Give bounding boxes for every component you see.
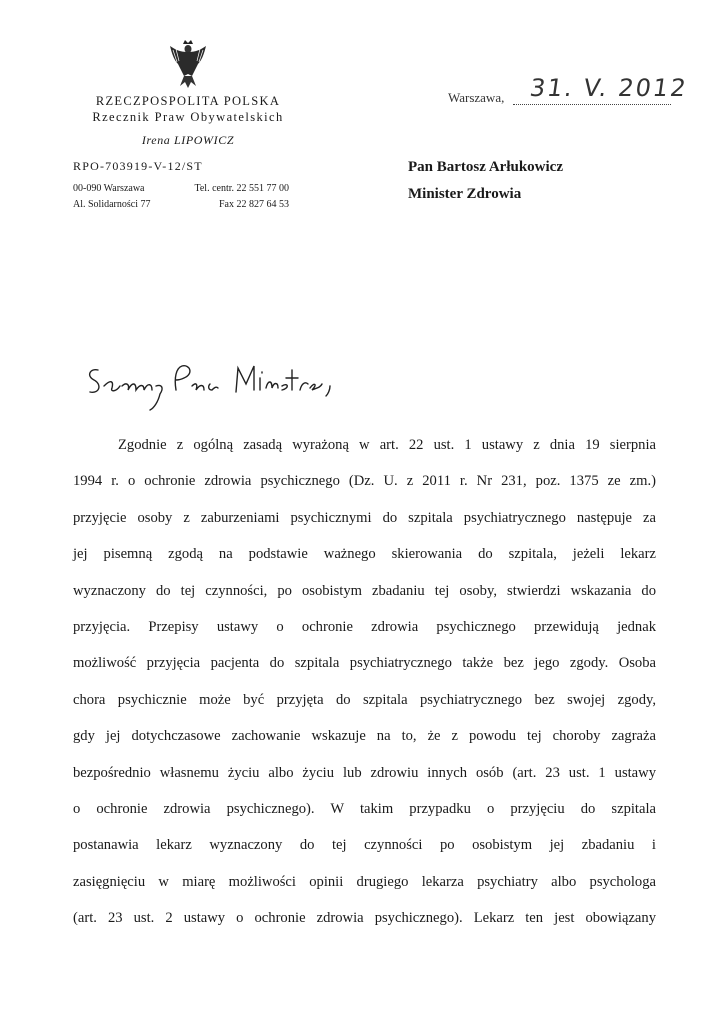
body-line: przyjęcie osoby z zaburzeniami psychicznymi do szpitala psychiatrycznego następuje za: [73, 509, 656, 526]
body-line: jej pisemną zgodą na podstawie ważnego skierowania do szpitala, jeżeli lekarz: [73, 546, 656, 563]
body-line: 1994 r. o ochronie zdrowia psychicznego (Dz. U. z 2011 r. Nr 231, poz. 1375 ze zm.): [73, 473, 656, 490]
body-line: o ochronie zdrowia psychicznego). W takim przypadku o przyjęciu do szpitala: [73, 800, 656, 817]
phone-number: Tel. centr. 22 551 77 00: [194, 183, 289, 194]
body-line: zasięgnięciu w miarę możliwości opinii drugiego lekarza psychiatry albo psychologa: [73, 873, 656, 890]
reference-number: RPO-703919-V-12/ST: [73, 159, 203, 173]
body-line: chora psychicznie może być przyjęta do szpitala psychiatrycznego bez swojej zgody,: [73, 691, 656, 708]
polish-eagle-emblem-icon: [168, 38, 208, 90]
signer-name: Irena LIPOWICZ: [141, 133, 235, 147]
body-line: bezpośrednio własnemu życiu albo życiu lub zdrowiu innych osób (art. 23 ust. 1 ustawy: [73, 764, 656, 781]
handwritten-date: 31. V. 2012: [528, 74, 690, 102]
handwritten-salutation: [84, 358, 384, 418]
office-name: Rzecznik Praw Obywatelskich: [92, 110, 284, 124]
recipient-name: Pan Bartosz Arłukowicz: [408, 159, 563, 175]
date-place: Warszawa,: [448, 90, 505, 105]
fax-number: Fax 22 827 64 53: [219, 199, 289, 210]
body-line: wyznaczony do tej czynności, po osobistym zbadaniu tej osoby, stwierdzi wskazania do: [73, 582, 656, 599]
recipient-title: Minister Zdrowia: [408, 186, 522, 202]
address-line-1: 00-090 Warszawa: [73, 183, 145, 194]
institution-name: RZECZPOSPOLITA POLSKA: [95, 94, 281, 108]
body-line: Zgodnie z ogólną zasadą wyrażoną w art. 22 ust. 1 ustawy z dnia 19 sierpnia: [118, 437, 656, 453]
letter-body: [73, 427, 656, 936]
body-line: możliwość przyjęcia pacjenta do szpitala psychiatrycznego także bez jego zgody. Osoba: [73, 655, 656, 672]
body-line: przyjęcia. Przepisy ustawy o ochronie zdrowia psychicznego przewidują jednak: [73, 618, 656, 635]
address-line-2: Al. Solidarności 77: [73, 199, 151, 210]
body-line: (art. 23 ust. 2 ustawy o ochronie zdrowia psychicznego). Lekarz ten jest obowiązany: [73, 910, 656, 927]
body-line: postanawia lekarz wyznaczony do tej czynności po osobistym jej zbadaniu i: [73, 837, 656, 854]
body-line: gdy jej dotychczasowe zachowanie wskazuje na to, że z powodu tej choroby zagraża: [73, 728, 656, 745]
